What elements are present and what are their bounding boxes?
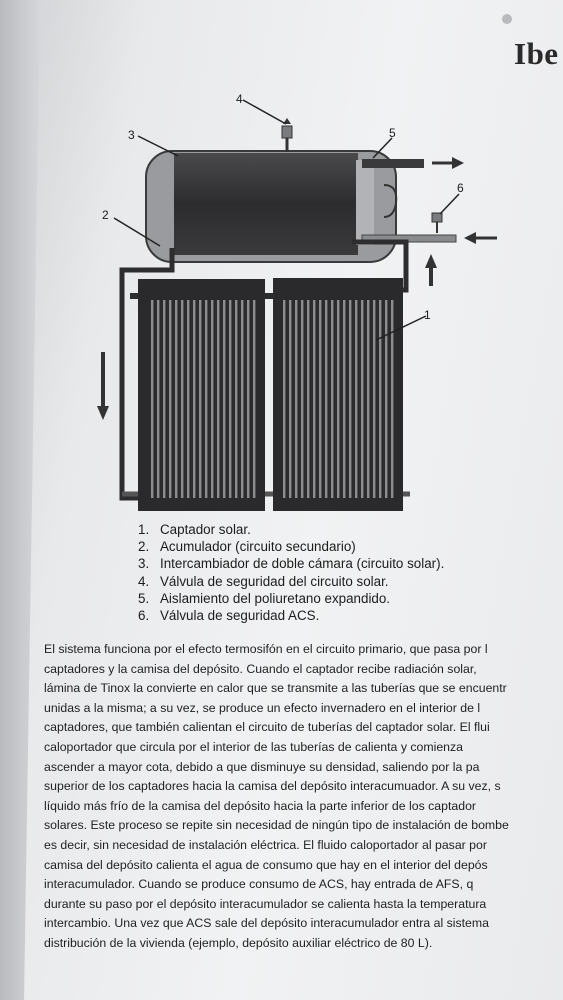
callout-5-label: 5 bbox=[389, 126, 396, 140]
paragraph-line: intercambio. Una vez que ACS sale del depósito interacumulador entra al sistema bbox=[44, 916, 489, 931]
callout-6-leader bbox=[440, 194, 459, 214]
header-brand: Ibe bbox=[514, 36, 559, 71]
callout-3-leader bbox=[138, 136, 178, 156]
callout-4-leader bbox=[243, 100, 286, 124]
paragraph-line: caloportador que circula por el interior de las tuberías de calienta y comienza bbox=[44, 739, 464, 754]
callout-6-label: 6 bbox=[457, 181, 464, 195]
legend-text: Válvula de seguridad del circuito solar. bbox=[160, 573, 389, 589]
callout-2-label: 2 bbox=[102, 208, 109, 222]
paragraph-line: es decir, sin necesidad de instalación eléctrica. El fluido caloportador al pasar por bbox=[44, 837, 487, 852]
paragraph-line: líquido más frío de la camisa del depósito hacia la parte inferior de los captador bbox=[44, 798, 477, 813]
paragraph-line: camisa del depósito calienta el agua de consumo que hay en el interior del depós bbox=[44, 857, 488, 872]
solar-collector-left bbox=[138, 279, 265, 511]
legend-item bbox=[138, 555, 558, 572]
paragraph-line: ascender a mayor cota, debido a que disminuye su densidad, saliendo por la pa bbox=[44, 759, 480, 774]
callout-4-label: 4 bbox=[236, 92, 243, 106]
paragraph-line: lámina de Tinox la convierte en calor que se transmite a las tuberías que se encuentr bbox=[44, 681, 507, 696]
flow-arrow-up bbox=[425, 254, 437, 286]
legend-text: Captador solar. bbox=[160, 522, 251, 537]
legend-item bbox=[138, 538, 558, 555]
legend-number: 3. bbox=[138, 556, 150, 572]
legend-text: Intercambiador de doble cámara (circuito solar). bbox=[160, 556, 445, 572]
legend-item bbox=[138, 521, 558, 538]
solar-thermosiphon-diagram bbox=[0, 88, 563, 528]
legend-item bbox=[138, 590, 558, 607]
legend-number: 4. bbox=[138, 573, 150, 589]
legend-text: Acumulador (circuito secundario) bbox=[160, 539, 356, 555]
flow-arrow-down bbox=[97, 352, 109, 420]
diagram-legend bbox=[138, 521, 558, 624]
paragraph-line: captadores y la camisa del depósito. Cuando el captador recibe radiación solar, bbox=[44, 661, 477, 676]
legend-item bbox=[138, 607, 558, 624]
legend-number: 6. bbox=[138, 607, 150, 623]
corner-mark bbox=[502, 14, 512, 24]
solar-collector-right bbox=[273, 278, 403, 511]
paragraph-line: El sistema funciona por el efecto termosifón en el circuito primario, que pasa por l bbox=[44, 642, 488, 656]
paragraph-line: superior de los captadores hacia la camisa del depósito interacumuador. A su vez, s bbox=[44, 779, 501, 794]
legend-text: Aislamiento del poliuretano expandido. bbox=[160, 590, 391, 606]
callout-3-label: 3 bbox=[128, 128, 135, 142]
paragraph-line: unidas a la misma; a su vez, se produce un efecto invernadero en el interior de l bbox=[44, 700, 481, 715]
legend-number: 2. bbox=[138, 539, 150, 555]
paragraph-line: captadores, que también calientan el circuito de tuberías del captador solar. El flui bbox=[44, 720, 490, 735]
accumulator-tank bbox=[146, 151, 396, 262]
paragraph-line: solares. Este proceso se repite sin necesidad de ningún tipo de instalación de bombe bbox=[44, 818, 509, 833]
body-paragraph bbox=[44, 640, 563, 954]
legend-text: Válvula de seguridad ACS. bbox=[160, 607, 320, 623]
legend-number: 5. bbox=[138, 590, 150, 606]
paragraph-line: durante su paso por el depósito interacumulador se calienta hasta la temperatura bbox=[44, 896, 487, 911]
paragraph-line: interacumulador. Cuando se produce consumo de ACS, hay entrada de AFS, q bbox=[44, 877, 474, 892]
legend-number: 1. bbox=[138, 522, 150, 537]
paragraph-line: distribución de la vivienda (ejemplo, depósito auxiliar eléctrico de 80 L). bbox=[44, 935, 433, 950]
legend-item bbox=[138, 573, 558, 590]
callout-1-label: 1 bbox=[424, 308, 431, 322]
